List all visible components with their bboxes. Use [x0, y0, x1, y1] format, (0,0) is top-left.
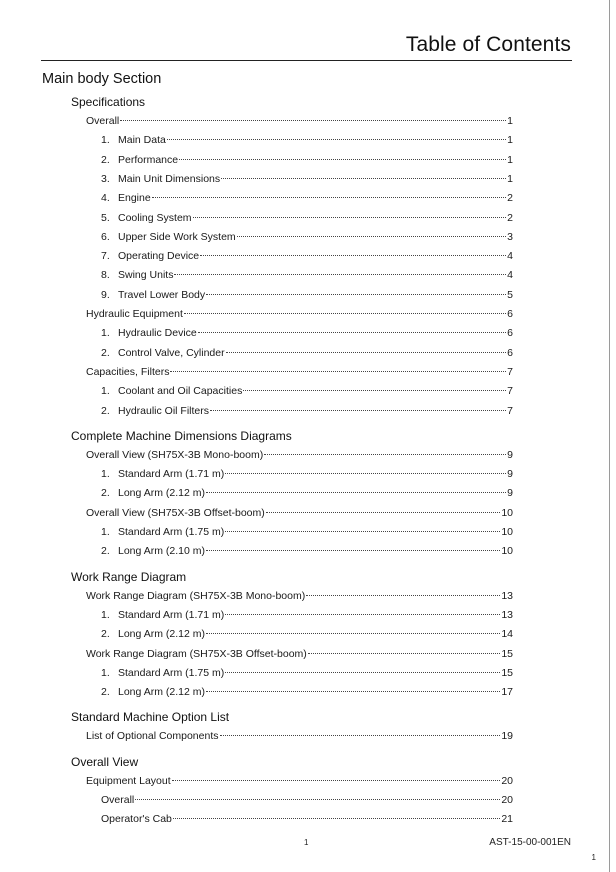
toc-dot-leader [193, 217, 507, 218]
toc-entry-label: Main Unit Dimensions [118, 172, 221, 185]
toc-heading: Work Range Diagram [71, 569, 187, 584]
toc-dot-leader [225, 531, 500, 532]
toc-entry-label: Equipment Layout [86, 774, 171, 787]
toc-entry[interactable] [101, 525, 513, 539]
toc-dot-leader [206, 294, 506, 295]
toc-dot-leader [206, 633, 500, 634]
toc-entry-page: 13 [501, 608, 513, 621]
toc-dot-leader [152, 197, 506, 198]
toc-entry[interactable] [86, 448, 513, 462]
toc-entry-label: Operator's Cab [101, 813, 172, 826]
toc-dot-leader [210, 410, 506, 411]
toc-entry-page: 6 [507, 346, 513, 359]
toc-entry-page: 1 [507, 172, 513, 185]
toc-entry-label: Hydraulic Equipment [86, 308, 183, 320]
toc-entry-page: 9 [507, 468, 513, 481]
toc-entry[interactable] [86, 589, 513, 603]
toc-entry[interactable] [101, 133, 513, 147]
toc-dot-leader [120, 120, 506, 121]
toc-entry-label: Capacities, Filters [86, 365, 170, 378]
toc-entry[interactable] [86, 506, 513, 520]
toc-dot-leader [221, 178, 506, 179]
toc-entry[interactable] [101, 608, 513, 622]
toc-entry-number: 1. [101, 608, 110, 621]
toc-entry-label: Standard Arm (1.75 m) [118, 526, 225, 538]
toc-dot-leader [243, 390, 506, 391]
toc-entry-page: 10 [501, 506, 513, 519]
toc-dot-leader [225, 473, 506, 474]
toc-entry-label: Main Data [118, 134, 166, 147]
toc-entry[interactable] [101, 812, 513, 826]
toc-dot-leader [220, 735, 501, 736]
toc-entry[interactable] [101, 544, 513, 558]
toc-entry-number: 2. [101, 404, 110, 417]
toc-entry-number: 1. [101, 134, 110, 147]
toc-entry[interactable] [101, 627, 513, 641]
toc-dot-leader [200, 255, 506, 256]
toc-entry-page: 7 [507, 385, 513, 398]
toc-entry[interactable] [101, 685, 513, 699]
toc-entry[interactable] [101, 172, 513, 186]
toc-entry[interactable] [101, 793, 513, 807]
toc-entry-page: 4 [507, 250, 513, 263]
toc-entry[interactable] [86, 365, 513, 379]
toc-entry-label: Long Arm (2.10 m) [118, 545, 205, 558]
toc-entry[interactable] [86, 647, 513, 661]
toc-entry-page: 21 [501, 813, 513, 826]
toc-entry-page: 1 [507, 134, 513, 147]
toc-entry-page: 7 [507, 365, 513, 378]
toc-dot-leader [184, 313, 506, 314]
toc-entry-number: 2. [101, 153, 110, 166]
toc-entry-number: 2. [101, 686, 110, 699]
toc-entry-page: 20 [501, 774, 513, 787]
footer-document-code: AST-15-00-001EN [489, 837, 571, 848]
toc-entry-page: 3 [507, 230, 513, 243]
toc-entry[interactable] [101, 211, 513, 225]
toc-dot-leader [237, 236, 506, 237]
toc-dot-leader [264, 454, 506, 455]
toc-entry-label: Hydraulic Device [118, 327, 197, 340]
toc-entry-number: 7. [101, 250, 110, 263]
toc-dot-leader [179, 159, 506, 160]
toc-entry[interactable] [101, 153, 513, 167]
toc-entry-number: 1. [101, 666, 110, 679]
toc-entry-page: 9 [507, 487, 513, 500]
toc-entry-page: 15 [501, 666, 513, 679]
toc-entry-number: 8. [101, 269, 110, 282]
toc-entry-label: Overall [86, 115, 120, 127]
toc-dot-leader [308, 653, 501, 654]
toc-entry-page: 10 [501, 526, 513, 538]
toc-entry[interactable] [101, 268, 513, 282]
toc-entry-number: 1. [101, 526, 110, 538]
toc-entry-label: Work Range Diagram (SH75X-3B Offset-boom) [86, 647, 307, 660]
toc-entry-label: Overall View (SH75X-3B Offset-boom) [86, 506, 265, 519]
toc-entry-label: Swing Units [118, 269, 174, 282]
toc-entry-page: 14 [501, 628, 513, 641]
toc-entry-number: 2. [101, 487, 110, 500]
toc-entry-page: 7 [507, 404, 513, 417]
toc-entry[interactable] [101, 467, 513, 481]
toc-entry[interactable] [101, 326, 513, 340]
toc-entry-label: Overall [101, 794, 135, 806]
toc-entry-page: 1 [507, 153, 513, 166]
toc-heading: Complete Machine Dimensions Diagrams [71, 428, 292, 443]
toc-entry[interactable] [101, 384, 513, 398]
footer-page-number: 1 [304, 838, 309, 847]
toc-entry-label: Control Valve, Cylinder [118, 346, 225, 359]
toc-entry-number: 1. [101, 468, 110, 481]
toc-entry-page: 19 [501, 730, 513, 743]
toc-entry[interactable] [101, 191, 513, 205]
title-divider [41, 60, 572, 61]
toc-entry[interactable] [101, 230, 513, 244]
corner-page-number: 1 [591, 853, 596, 862]
toc-entry-page: 2 [507, 211, 513, 224]
toc-dot-leader [226, 352, 507, 353]
toc-entry-page: 4 [507, 269, 513, 282]
toc-dot-leader [266, 512, 501, 513]
toc-entry[interactable] [86, 729, 513, 743]
toc-entry-number: 2. [101, 346, 110, 359]
toc-entry[interactable] [101, 486, 513, 500]
toc-entry[interactable] [101, 249, 513, 263]
toc-entry-number: 5. [101, 211, 110, 224]
toc-entry-label: Standard Arm (1.75 m) [118, 666, 225, 679]
toc-entry-label: Standard Arm (1.71 m) [118, 608, 225, 621]
toc-entry-label: Upper Side Work System [118, 230, 236, 243]
toc-entry-page: 6 [507, 327, 513, 340]
toc-entry-label: Work Range Diagram (SH75X-3B Mono-boom) [86, 589, 306, 602]
toc-dot-leader [225, 614, 500, 615]
toc-entry-page: 17 [501, 686, 513, 699]
toc-entry-label: Engine [118, 192, 151, 205]
toc-entry-label: Cooling System [118, 211, 192, 224]
toc-entry-number: 6. [101, 230, 110, 243]
section-title: Main body Section [42, 71, 162, 87]
toc-entry-number: 2. [101, 545, 110, 558]
toc-entry-label: Long Arm (2.12 m) [118, 487, 205, 500]
toc-entry-page: 20 [501, 794, 513, 806]
toc-entry-number: 3. [101, 172, 110, 185]
toc-dot-leader [135, 799, 500, 800]
toc-entry-label: Travel Lower Body [118, 288, 206, 301]
toc-dot-leader [170, 371, 506, 372]
toc-entry-page: 10 [501, 545, 513, 558]
toc-heading: Specifications [71, 95, 146, 109]
toc-entry-label: Coolant and Oil Capacities [118, 385, 243, 398]
toc-dot-leader [206, 492, 506, 493]
toc-entry[interactable] [86, 307, 513, 321]
toc-heading: Standard Machine Option List [71, 710, 230, 725]
toc-entry-number: 1. [101, 327, 110, 340]
toc-entry-label: Operating Device [118, 250, 200, 263]
toc-dot-leader [167, 139, 506, 140]
toc-entry[interactable] [101, 346, 513, 360]
toc-entry[interactable] [101, 404, 513, 418]
toc-dot-leader [206, 550, 500, 551]
toc-entry[interactable] [86, 114, 513, 128]
toc-dot-leader [225, 672, 500, 673]
toc-entry-page: 15 [501, 647, 513, 660]
toc-entry-page: 5 [507, 288, 513, 301]
toc-entry-label: List of Optional Components [86, 730, 219, 743]
toc-entry-page: 9 [507, 448, 513, 461]
toc-entry-page: 1 [507, 115, 513, 127]
toc-entry-label: Standard Arm (1.71 m) [118, 468, 225, 481]
toc-entry-label: Long Arm (2.12 m) [118, 686, 205, 699]
toc-entry-label: Long Arm (2.12 m) [118, 628, 205, 641]
toc-dot-leader [206, 691, 500, 692]
page-title: Table of Contents [405, 33, 571, 56]
toc-entry-number: 2. [101, 628, 110, 641]
toc-entry-page: 2 [507, 192, 513, 205]
toc-entry-number: 1. [101, 385, 110, 398]
toc-entry[interactable] [101, 666, 513, 680]
toc-entry[interactable] [101, 288, 513, 302]
toc-entry-number: 4. [101, 192, 110, 205]
toc-dot-leader [306, 595, 500, 596]
toc-entry-page: 13 [501, 589, 513, 602]
toc-dot-leader [173, 818, 500, 819]
toc-dot-leader [174, 274, 506, 275]
toc-entry-label: Overall View (SH75X-3B Mono-boom) [86, 448, 264, 461]
toc-entry[interactable] [86, 774, 513, 788]
toc-dot-leader [172, 780, 501, 781]
toc-dot-leader [198, 332, 506, 333]
toc-heading: Overall View [71, 754, 139, 769]
toc-entry-page: 6 [507, 308, 513, 320]
toc-entry-number: 9. [101, 288, 110, 301]
toc-entry-label: Performance [118, 153, 179, 166]
toc-entry-label: Hydraulic Oil Filters [118, 404, 210, 417]
